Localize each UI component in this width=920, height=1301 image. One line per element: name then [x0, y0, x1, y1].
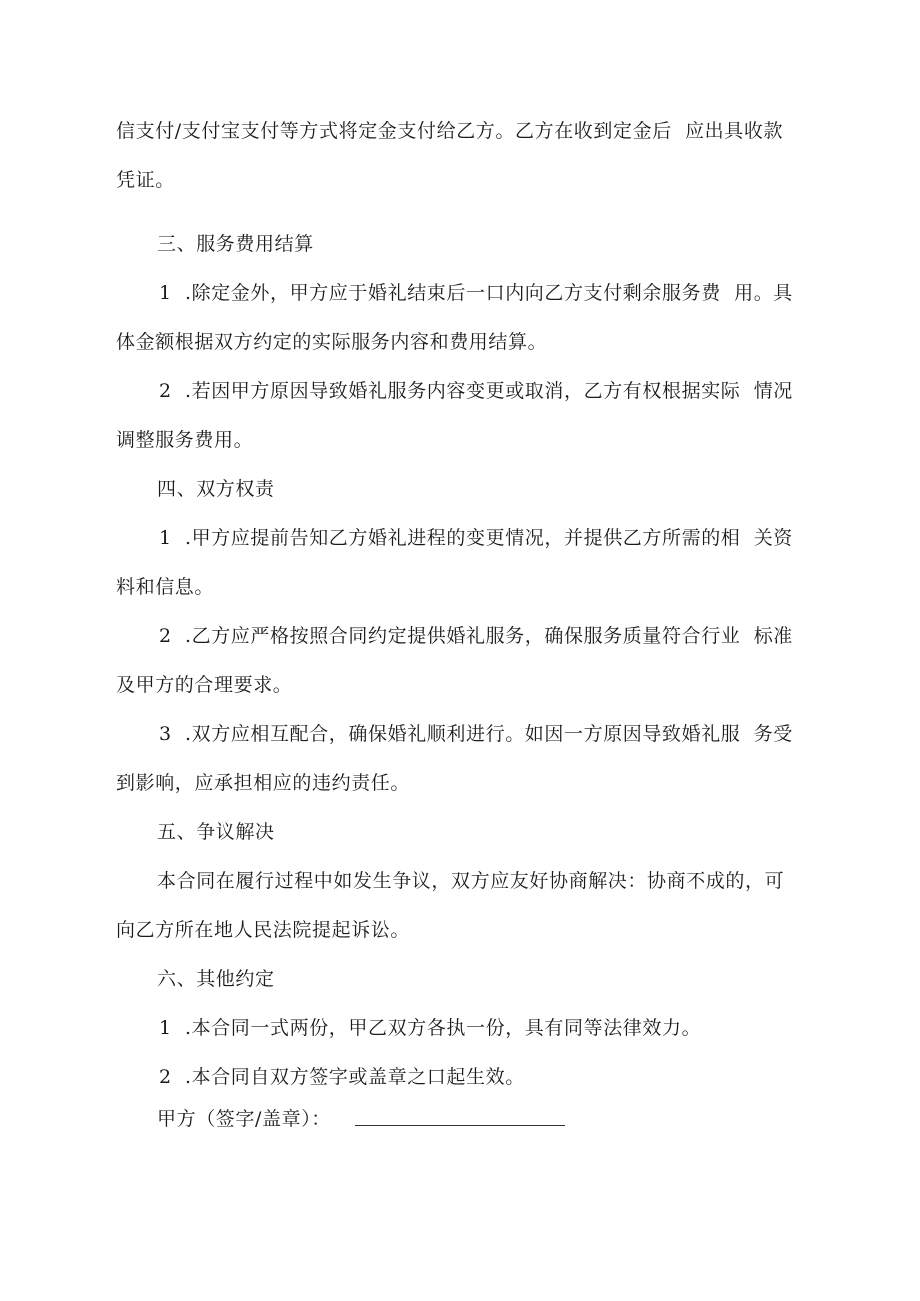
section-heading: 六、其他约定	[157, 968, 275, 990]
paragraph-line: 凭证。	[116, 169, 175, 191]
paragraph-line: 1 .除定金外，甲方应于婚礼结束后一口内向乙方支付剩余服务费 用。具	[159, 282, 793, 304]
paragraph-line: 本合同在履行过程中如发生争议，双方应友好协商解决：协商不成的，可	[157, 870, 785, 892]
paragraph-line: 3 .双方应相互配合，确保婚礼顺利进行。如因一方原因导致婚礼服 务受	[159, 723, 793, 745]
signature-label: 甲方（签字/盖章）：	[157, 1108, 331, 1130]
paragraph-line: 料和信息。	[116, 576, 215, 598]
section-heading: 五、争议解决	[157, 821, 275, 843]
paragraph-line: 2 .本合同自双方签字或盖章之口起生效。	[159, 1066, 525, 1088]
paragraph-line: 及甲方的合理要求。	[116, 674, 293, 696]
paragraph-line: 1 .本合同一式两份，甲乙双方各执一份，具有同等法律效力。	[159, 1017, 702, 1039]
section-heading: 四、双方权责	[157, 478, 275, 500]
paragraph-line: 2 .乙方应严格按照合同约定提供婚礼服务，确保服务质量符合行业 标准	[159, 625, 793, 647]
paragraph-line: 体金额根据双方约定的实际服务内容和费用结算。	[116, 331, 548, 353]
paragraph-line: 2 .若因甲方原因导致婚礼服务内容变更或取消，乙方有权根据实际 情况	[159, 380, 793, 402]
paragraph-line: 信支付/支付宝支付等方式将定金支付给乙方。乙方在收到定金后 应出具收款	[116, 120, 784, 142]
paragraph-line: 到影响，应承担相应的违约责任。	[116, 772, 411, 794]
paragraph-line: 向乙方所在地人民法院提起诉讼。	[116, 919, 411, 941]
paragraph-line: 1 .甲方应提前告知乙方婚礼进程的变更情况，并提供乙方所需的相 关资	[159, 527, 793, 549]
paragraph-line: 调整服务费用。	[116, 429, 254, 451]
section-heading: 三、服务费用结算	[157, 233, 314, 255]
signature-blank-line	[355, 1125, 565, 1126]
